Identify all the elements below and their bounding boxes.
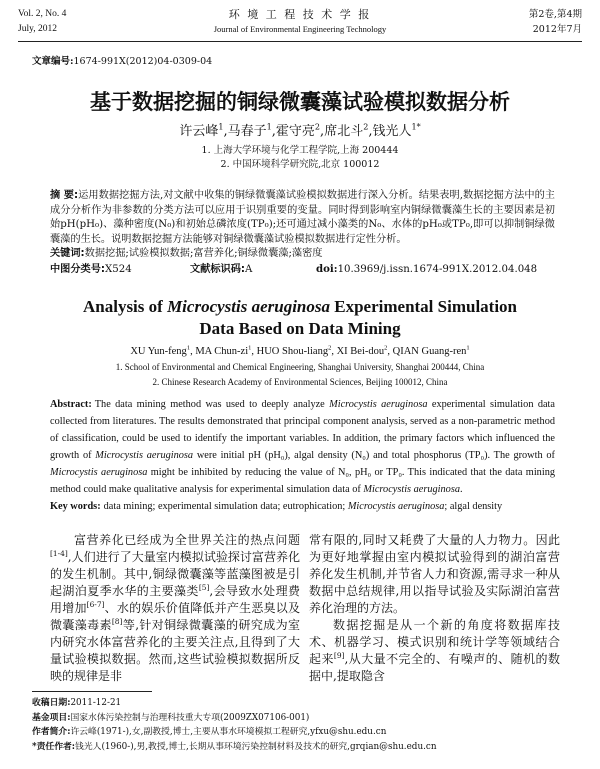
text-run: 数据挖掘是从一个新的角度将数据库技术、机器学习、模式识别和统计学等领域结合起来 [309,618,560,666]
title-en-line-2: Data Based on Data Mining [199,319,401,338]
running-header-center [160,7,440,37]
doi [316,262,537,278]
superscript-ref: [9] [333,651,345,660]
footnote-corresponding-author [32,740,572,755]
keywords-en-label: Key words: [50,501,101,512]
doi-label: doi: [316,262,338,275]
author-name: 席北斗 [324,124,364,139]
affiliations-en [0,360,600,389]
italic-term: Microcystis aeruginosa [347,501,445,512]
text-run: data mining; experimental simulation data; eutrophication; [103,501,348,512]
author-name: 霍守亮 [275,124,315,139]
author-affiliation-mark: 1* [411,122,421,132]
author-name: XU Yun-feng [130,346,187,357]
document-code-label: 文献标识码: [190,263,246,275]
author-separator: , [387,346,393,357]
issue-date-cn: 2012年7月 [532,24,582,35]
volume-issue-cn: 第2卷,第4期 [528,9,582,20]
article-number-value: 1674-991X(2012)04-0309-04 [73,56,213,67]
author-affiliation-mark: 2 [384,344,388,352]
footnote-label: *责任作者: [32,741,76,752]
author-affiliation-mark: 2 [328,344,332,352]
running-header-right [529,7,582,37]
text-run: ,人们进行了大量室内模拟试验探讨富营养化的发生机制。其中,铜绿微囊藻等蓝藻图被是引起湖泊夏季水华的主要藻类 [50,550,300,598]
keywords-cn [50,247,555,262]
abstract-cn-text: 运用数据挖掘方法,对文献中收集的铜绿微囊藻试验模拟数据进行深入分析。结果表明,数据挖掘方法中的主成分分析作为非参数的分类方法可以应用于识别重要的变量。同时得到影响室内铜绿微囊藻生长的主要因素是初始pH(pH₀)、藻种密度(N₀)和初始总磷浓度(TP₀);还可通过减小藻类的N₀、水体的pH₀或TP₀,即可以抑制铜绿微囊藻的生长。说明数据挖掘方法能够对铜绿微囊藻试验模拟数据进行定性分析。 [50,190,555,245]
text-run: 、水的娱乐价值降低并产生恶臭以及微囊藻毒素 [50,601,300,632]
superscript-ref: [5] [198,583,210,592]
author-separator: , [271,124,276,139]
abstract-en-label: Abstract: [50,399,92,410]
footnote-text: 许云峰(1971-),女,副教授,博士,主要从事水环境模拟工程研究,yfxu@shu.edu.cn [70,727,387,737]
italic-term: Microcystis aeruginosa [50,467,148,478]
paper-title-cn: 基于数据挖掘的铜绿微囊藻试验模拟数据分析 [90,90,510,114]
author-separator: , [368,124,373,139]
author-separator: , [190,346,196,357]
text-run: . [459,484,463,495]
footnote-label: 基金项目: [32,712,71,723]
author-affiliation-mark: 2 [363,122,369,132]
author-separator: , [251,346,257,357]
keywords-cn-text: 数据挖掘;试验模拟数据;富营养化;铜绿微囊藻;藻密度 [84,248,323,259]
volume-issue-en: Vol. 2, No. 4 [18,9,67,19]
italic-term: Microcystis aeruginosa [329,399,428,410]
footnote-author-bio [32,725,572,740]
author-name: HUO Shou-liang [256,346,329,357]
body-column-left [50,532,300,685]
text-run: experimental simulation data collected from literatures. The results demonstrated that principal component analysis, served as a non-parametric method of classification, could be used to identify the important variables. In addition, the primary factors which influenced the growth of [50,399,555,461]
affiliation-cn-2: 2. 中国环境科学研究院,北京 100012 [220,159,380,170]
affiliation-en-1: 1. School of Environmental and Chemical Engineering, Shanghai University, Shanghai 200444, China [115,362,485,372]
body-paragraph [309,617,560,685]
author-name: 钱光人 [372,124,412,139]
running-header-left [18,7,66,37]
issue-date-en: July, 2012 [18,24,57,34]
article-number-label: 文章编号: [32,56,74,67]
body-column-right [309,532,560,685]
abstract-en [50,396,555,498]
italic-term: Microcystis aeruginosa [167,297,330,316]
footnote-divider [32,691,152,692]
italic-term: Microcystis aeruginosa [363,484,460,495]
author-list-cn [0,123,600,141]
text-run: ,会导致水处理费用增加 [50,584,300,615]
footnote-received [32,696,572,711]
text-run: The data mining method was used to deeply analyze [94,399,330,410]
document-code [190,263,316,278]
author-separator: , [223,124,228,139]
text-run: 富营养化已经成为全世界关注的热点问题 [74,533,300,547]
author-name: QIAN Guang-ren [392,346,467,357]
author-affiliation-mark: 1 [186,344,191,352]
author-affiliation-mark: 2 [314,122,321,132]
author-name: XI Bei-dou [336,346,385,357]
text-run: were initial pH (pH₀), algal density (N₀) and total phosphorus (TP₀). The growth of [193,450,555,461]
abstract-en-text [50,399,555,495]
classification-line [50,262,555,278]
clc-number [50,263,190,278]
clc-label: 中图分类号: [50,263,106,275]
footnotes [32,696,572,754]
journal-name-en: Journal of Environmental Engineering Technology [213,24,387,34]
footnote-text: 2011-12-21 [70,698,122,708]
author-list-en [0,344,600,359]
author-affiliation-mark: 1 [266,122,272,132]
body-paragraph [50,532,300,685]
text-run: ; algal density [444,501,503,512]
author-name: MA Chun-zi [195,346,249,357]
italic-term: Microcystis aeruginosa [95,450,194,461]
keywords-en-text [104,501,503,512]
doi-value: 10.3969/j.issn.1674-991X.2012.04.048 [337,263,538,275]
author-affiliation-mark: 1 [466,344,470,352]
superscript-ref: [1-4] [50,549,68,558]
author-name: 许云峰 [179,124,219,139]
header-divider [18,41,582,42]
footnote-label: 收稿日期: [32,698,71,708]
affiliations-cn [0,144,600,172]
author-separator: , [320,124,325,139]
affiliation-en-2: 2. Chinese Research Academy of Environmental Sciences, Beijing 100012, China [152,376,448,387]
superscript-ref: [8] [111,617,123,626]
abstract-cn-block [50,189,555,277]
text-run: Analysis of [82,297,168,316]
abstract-cn-label: 摘 要: [50,190,79,201]
text-run: ,从大量不完全的、有噪声的、随机的数据中,提取隐含 [309,652,560,683]
journal-name-cn: 环 境 工 程 技 术 学 报 [228,8,372,21]
abstract-en-block [50,396,555,515]
text-run: Experimental Simulation [330,297,518,316]
author-separator: , [331,346,337,357]
article-number [32,55,212,69]
title-en-line-1 [0,296,600,318]
footnote-text: 钱光人(1960-),男,教授,博士,长期从事环境污染控制材料及技术的研究,grqian@shu.edu.cn [75,741,437,752]
author-affiliation-mark: 1 [248,344,252,352]
footnote-funding [32,711,572,726]
affiliation-cn-1: 1. 上海大学环境与化学工程学院,上海 200444 [201,145,399,156]
keywords-en [50,498,555,515]
keywords-cn-label: 关键词: [50,248,85,259]
author-affiliation-mark: 1 [218,122,224,132]
abstract-cn [50,189,555,247]
footnote-label: 作者简介: [32,727,71,737]
document-code-value: A [245,263,253,275]
text-run: might be inhibited by reducing the value of N₀, pH₀ or TP₀. This indicated that the data mining method could make qualitative analysis for experimental simulation data of [50,467,555,495]
superscript-ref: [6-7] [86,600,105,609]
text-run: 等,针对铜绿微囊藻的研究成为室内研究水体富营养化的主要关注点,且得到了大量试验模拟数据。然而,这些试验模拟数据所反映的规律是非 [50,618,300,683]
author-name: 马春子 [227,124,267,139]
clc-value: X524 [105,263,132,275]
body-paragraph [309,532,560,617]
paper-title-en [0,296,600,340]
footnote-text: 国家水体污染控制与治理科技重大专项(2009ZX07106-001) [70,712,310,723]
text-run: 常有限的,同时又耗费了大量的人力物力。因此为更好地掌握由室内模拟试验得到的湖泊富营养化发生机制,并节省人力和资源,需寻求一种从数据中总结规律,用以指导试验及实际湖泊富营养化治理的方法。 [309,533,560,615]
